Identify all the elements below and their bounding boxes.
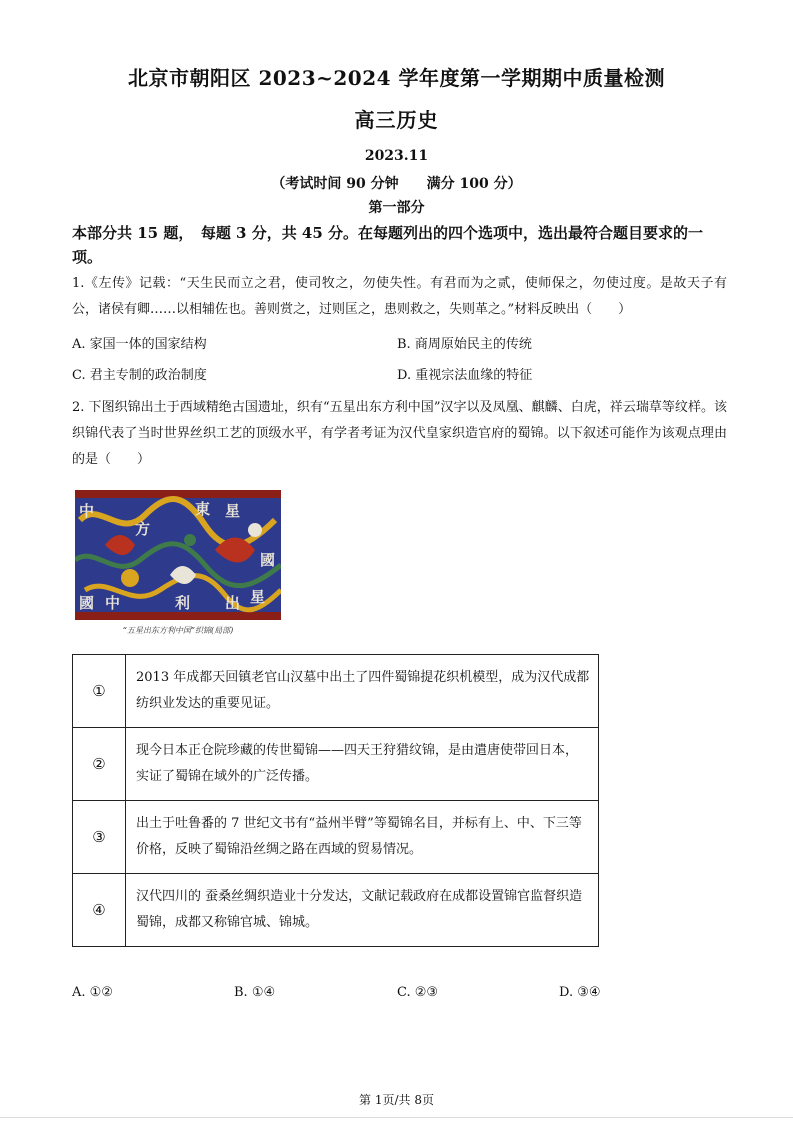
brocade-glyph: 星 [225, 502, 241, 520]
row-text: 出土于吐鲁番的 7 世纪文书有“益州半臂”等蜀锦名目，并标有上、中、下三等价格，反映了蜀锦沿丝绸之路在西域的贸易情况。 [126, 801, 599, 874]
q1-option-c: C. 君主专制的政治制度 [72, 368, 207, 383]
q1-option-d: D. 重视宗法血缘的特征 [397, 368, 533, 383]
table-row [73, 801, 599, 874]
page-footer: 第 1页/共 8页 [359, 1093, 434, 1107]
table-row [73, 874, 599, 947]
section-instructions: 本部分共 15 题， 每题 3 分，共 45 分。在每题列出的四个选项中，选出最符合题目要求的一项。 [72, 224, 704, 266]
brocade-glyph: 利 [175, 594, 191, 612]
brocade-glyph: 國 [260, 551, 276, 569]
exam-time-info: （考试时间 90 分钟 满分 100 分） [271, 176, 522, 192]
row-number: ④ [73, 874, 126, 947]
row-number: ① [73, 655, 126, 728]
row-text: 2013 年成都天回镇老官山汉墓中出土了四件蜀锦提花织机模型，成为汉代成都纺织业发达的重要见证。 [126, 655, 599, 728]
q2-option-c: C. ②③ [397, 985, 439, 1000]
brocade-image [75, 490, 281, 620]
q2-option-b: B. ①④ [234, 985, 276, 1000]
q2-option-a: A. ①② [72, 985, 113, 1000]
table-row [73, 655, 599, 728]
exam-subject: 高三历史 [354, 108, 439, 132]
row-text: 汉代四川的 蚕桑丝绸织造业十分发达，文献记载政府在成都设置锦官监督织造蜀锦，成都又称锦官城、锦城。 [126, 874, 599, 947]
brocade-glyph: 東 [195, 500, 211, 518]
footer-divider [0, 1117, 793, 1118]
exam-title: 北京市朝阳区 2023~2024 学年度第一学期期中质量检测 [127, 66, 665, 90]
question-1-stem: 1.《左传》记载：“天生民而立之君，使司牧之，勿使失性。有君而为之贰，使师保之，勿使过度。是故天子有公，诸侯有卿……以相辅佐也。善则赏之，过则匡之，患则救之，失则革之。”材料反映出（ ） [72, 276, 727, 317]
q2-option-d: D. ③④ [559, 985, 601, 1000]
table-row [73, 728, 599, 801]
brocade-glyph: 中 [105, 594, 121, 612]
question-2-stem: 2. 下图织锦出土于西域精绝古国遗址，织有“五星出东方利中国”汉字以及凤凰、麒麟、白虎，祥云瑞草等纹样。该织锦代表了当时世界丝织工艺的顶级水平，有学者考证为汉代皇家织造官府的蜀锦。以下叙述可能作为该观点理由的是（ ） [72, 400, 727, 467]
brocade-glyph: 出 [225, 594, 241, 612]
row-text: 现今日本正仓院珍藏的传世蜀锦——四天王狩猎纹锦，是由遣唐使带回日本，实证了蜀锦在域外的广泛传播。 [126, 728, 599, 801]
row-number: ② [73, 728, 126, 801]
q1-option-a: A. 家国一体的国家结构 [72, 337, 207, 352]
part-heading: 第一部分 [368, 200, 425, 216]
brocade-glyph: 中 [79, 502, 95, 520]
image-caption: “五星出东方利中国”织锦(局部) [122, 626, 234, 635]
evidence-table [72, 654, 599, 947]
row-number: ③ [73, 801, 126, 874]
brocade-glyph: 方 [135, 520, 151, 538]
exam-date: 2023.11 [364, 148, 429, 164]
brocade-glyph: 星 [250, 588, 266, 606]
q1-option-b: B. 商周原始民主的传统 [397, 337, 532, 352]
brocade-glyph: 國 [79, 594, 95, 612]
